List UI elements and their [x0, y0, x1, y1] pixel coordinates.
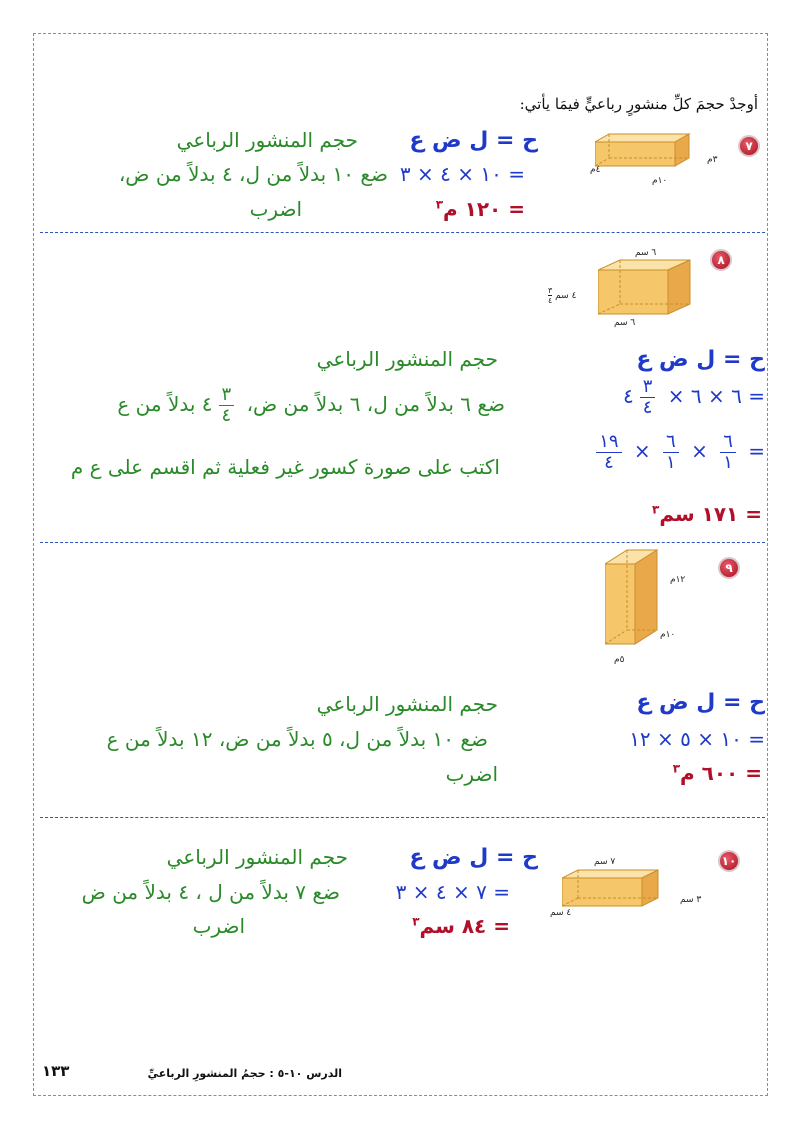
dim-width: ٤م — [590, 165, 601, 175]
dim-bottom: ٤ سم — [550, 908, 572, 918]
dim-height: ٣م — [707, 155, 718, 165]
separator — [40, 817, 765, 818]
explanation-title: حجم المنشور الرباعي — [166, 845, 348, 869]
calc-step: = ١٠ × ٥ × ١٢ — [629, 727, 765, 751]
explanation-step: ضع ٦ بدلاً من ل، ٦ بدلاً من ض، $\frac{٣}{٤}$ ٤ بدلاً من ع — [117, 384, 505, 426]
footer-lesson-title: الدرس ١٠-٥ : حجمُ المنشورِ الرباعيِّ — [147, 1067, 342, 1080]
dim-depth: ١٠م — [660, 630, 676, 640]
result: = ٨٤ سم$^٣$ — [412, 914, 510, 938]
fraction: $\frac{٣}{٤}$ — [219, 385, 235, 426]
dim-top: ٧ سم — [594, 857, 616, 867]
explanation-multiply: اضرب — [249, 197, 302, 221]
explanation-title: حجم المنشور الرباعي — [316, 347, 498, 371]
formula: ح = ل ض ع — [636, 347, 765, 372]
dim-width: ٥م — [614, 655, 625, 665]
fraction: $\frac{٣}{٤}$ — [640, 377, 656, 418]
dim-length: ١٠م — [652, 176, 668, 186]
formula: ح = ل ض ع — [409, 128, 538, 153]
dim-right: ٣ سم — [680, 895, 702, 905]
instruction-text: أوجدْ حجمَ كلِّ منشورٍ رباعيٍّ فيمَا يأتي: — [519, 95, 758, 113]
explanation-step: ضع ٧ بدلاً من ل ، ٤ بدلاً من ض — [81, 880, 340, 904]
separator — [40, 232, 765, 233]
fraction: $\frac{٦}{١}$ — [663, 432, 679, 473]
fraction: $\frac{٦}{١}$ — [720, 432, 736, 473]
dim-height: ١٢م — [670, 575, 686, 585]
formula: ح = ل ض ع — [636, 690, 765, 715]
problem-number-badge: ٨ — [710, 249, 732, 271]
result: = ١٢٠ م$^٣$ — [435, 197, 525, 221]
dim-side: ٤ سم ٣ ٤ — [548, 286, 577, 305]
calc-step-fractions: = $\frac{٦}{١}$ × $\frac{٦}{١}$ × $\frac{١٩}{٤}$ — [590, 432, 765, 473]
formula: ح = ل ض ع — [409, 845, 538, 870]
prism-figure-8 — [598, 258, 698, 318]
dim-top: ٦ سم — [635, 248, 657, 258]
problem-number-badge: ٧ — [738, 135, 760, 157]
calc-step: = ١٠ × ٤ × ٣ — [399, 162, 525, 186]
footer-page-number: ١٣٣ — [42, 1062, 70, 1080]
prism-figure-10 — [562, 868, 672, 910]
result: = ٦٠٠ م$^٣$ — [672, 761, 762, 785]
calc-step: = ٧ × ٤ × ٣ — [395, 880, 510, 904]
explanation-fractions: اكتب على صورة كسور غير فعلية ثم اقسم على ع م — [70, 455, 500, 479]
explanation-step: ضع ١٠ بدلاً من ل، ٤ بدلاً من ض، — [118, 162, 388, 186]
explanation-title: حجم المنشور الرباعي — [316, 692, 498, 716]
explanation-title: حجم المنشور الرباعي — [176, 128, 358, 152]
problem-number-badge: ٩ — [718, 557, 740, 579]
fraction: $\frac{١٩}{٤}$ — [596, 432, 621, 473]
separator — [40, 542, 765, 543]
result: = ١٧١ سم$^٣$ — [651, 502, 762, 526]
problem-number-badge: ١٠ — [718, 850, 740, 872]
explanation-multiply: اضرب — [445, 762, 498, 786]
calc-step: = ٦ × ٦ × $\frac{٣}{٤}$ ٤ — [622, 376, 765, 418]
explanation-step: ضع ١٠ بدلاً من ل، ٥ بدلاً من ض، ١٢ بدلاً من ع — [106, 727, 488, 751]
dim-bottom: ٦ سم — [614, 318, 636, 328]
explanation-multiply: اضرب — [192, 914, 245, 938]
prism-figure-9 — [605, 548, 661, 648]
prism-figure-7 — [595, 132, 705, 170]
